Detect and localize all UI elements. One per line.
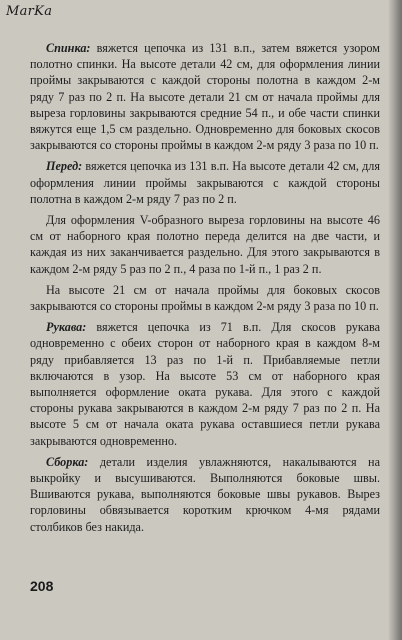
section-side-slopes — [30, 282, 380, 314]
instructions-text — [30, 40, 380, 537]
section-body: вяжется цепочка из 131 в.п., затем вяжется узором полотно спинки. На высоте детали 42 см, для оформления линии проймы закрываются с каждой стороны полотна в каждом 2-м ряду 7 раз по 2 п. На высоте детали 21 см от начала проймы для выреза горловины закрываются средние 54 п., и обе части спинки вяжутся еще 1,5 см раздельно. Одновременно для боковых скосов закрываются со стороны проймы в каждом 2-м ряду 3 раза по 10 п. — [30, 41, 380, 153]
section-heading: Сборка: — [46, 454, 89, 469]
section-heading: Спинка: — [46, 41, 91, 55]
section-body: вяжется цепочка из 71 в.п. Для скосов рукава одновременно с обеих сторон от наборного края в каждом 8-м ряду прибавляется 13 раз по 1-й п. Прибавляемые петли включаются в узор. На высоте 53 см от наборного края выполняется оформление оката рукава. Для этого с каждой стороны рукава закрываются в каждом 2-м ряду 7 раз по 2 п. На высоте 5 см от начала оката рукава оставшиеся петли рукава закрываются одновременно. — [30, 320, 380, 448]
section-heading: Перед: — [46, 159, 83, 174]
page-number: 208 — [30, 578, 54, 594]
signature: MarKa — [6, 4, 53, 19]
section-body: Для оформления V-образного выреза горловины на высоте 46 см от наборного края полотно переда делится на две части, и каждая из них заканчивается раздельно. Для этого закрываются в каждом 2-м ряду 5 раз по 2 п., 4 раза по 1-й п., 1 раз 2 п. — [30, 213, 380, 276]
section-neckline — [30, 212, 380, 277]
section-heading: Рукава: — [46, 320, 87, 335]
section-body: На высоте 21 см от начала проймы для боковых скосов закрываются со стороны проймы в каждом 2-м ряду 3 раза по 10 п. — [30, 282, 380, 314]
section-sleeves — [30, 319, 380, 449]
section-body: вяжется цепочка из 131 в.п. На высоте детали 42 см, для оформления линии проймы закрываются с каждой стороны полотна в каждом 2-м ряду 7 раз по 2 п. — [30, 159, 380, 206]
section-assembly — [30, 454, 380, 535]
section-body: детали изделия увлажняются, накалываются на выкройку и высушиваются. Выполняются боковые швы. Вшиваются рукава, выполняются боковые швы рукавов. Вырез горловины обвязывается коротким крючком 4-мя рядами столбиков без накида. — [30, 454, 380, 534]
page-edge-shadow — [388, 0, 402, 640]
section-front — [30, 158, 380, 207]
section-back — [30, 40, 380, 153]
